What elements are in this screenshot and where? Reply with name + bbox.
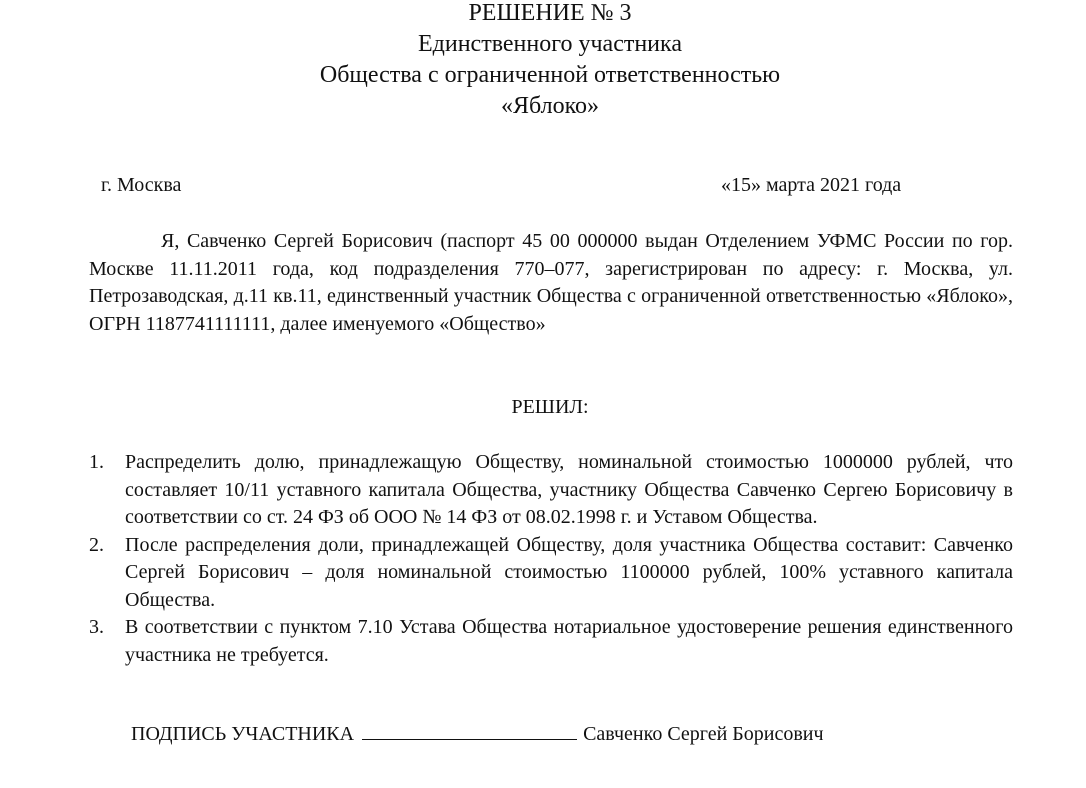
signature-label: ПОДПИСЬ УЧАСТНИКА [131,723,355,745]
document-place: г. Москва [101,174,182,196]
decision-item-text: В соответствии с пунктом 7.10 Устава Общества нотариальное удостоверение решения единственного участника не требуется. [125,616,1013,666]
header-line-company-type: Общества с ограниченной ответственностью [319,62,781,88]
decision-item [89,449,1013,532]
decision-item-number: 2. [89,533,104,556]
header-line-company-name: «Яблоко» [500,93,600,119]
resolved-heading: РЕШИЛ: [511,396,589,418]
document-title: РЕШЕНИЕ № 3 [468,0,632,26]
decision-item-text: Распределить долю, принадлежащую Обществу, номинальной стоимостью 1000000 рублей, что составляет 10/11 уставного капитала Общества, участнику Общества Савченко Сергею Борисовичу в соответствии со ст. 24 ФЗ об ООО № 14 ФЗ от 08.02.1998 г. и Уставом Общества. [125,451,1013,528]
signature-block [131,719,824,748]
decision-item [89,614,1013,669]
decision-item [89,532,1013,615]
signature-line [362,719,577,740]
document-header [0,0,1086,122]
decision-item-text: После распределения доли, принадлежащей Обществу, доля участника Общества составит: Савченко Сергей Борисович – доля номинальной стоимостью 1100000 рублей, 100% уставного капитала Общества. [125,533,1013,611]
intro-paragraph: Я, Савченко Сергей Борисович (паспорт 45 00 000000 выдан Отделением УФМС России по гор. Москве 11.11.2011 года, код подразделения 770–077, зарегистрирован по адресу: г. Москва, ул. Петрозаводская, д.11 кв.11, единственный участник Общества с ограниченной ответственностью «Яблоко», ОГРН 1187741111111, далее именуемого «Общество» [89,230,1013,335]
document-date: «15» марта 2021 года [721,174,902,196]
header-line-participant: Единственного участника [418,31,682,57]
decision-item-number: 3. [89,616,104,638]
decision-list [89,449,1013,669]
signature-name: Савченко Сергей Борисович [583,723,824,745]
decision-item-number: 1. [89,451,104,473]
